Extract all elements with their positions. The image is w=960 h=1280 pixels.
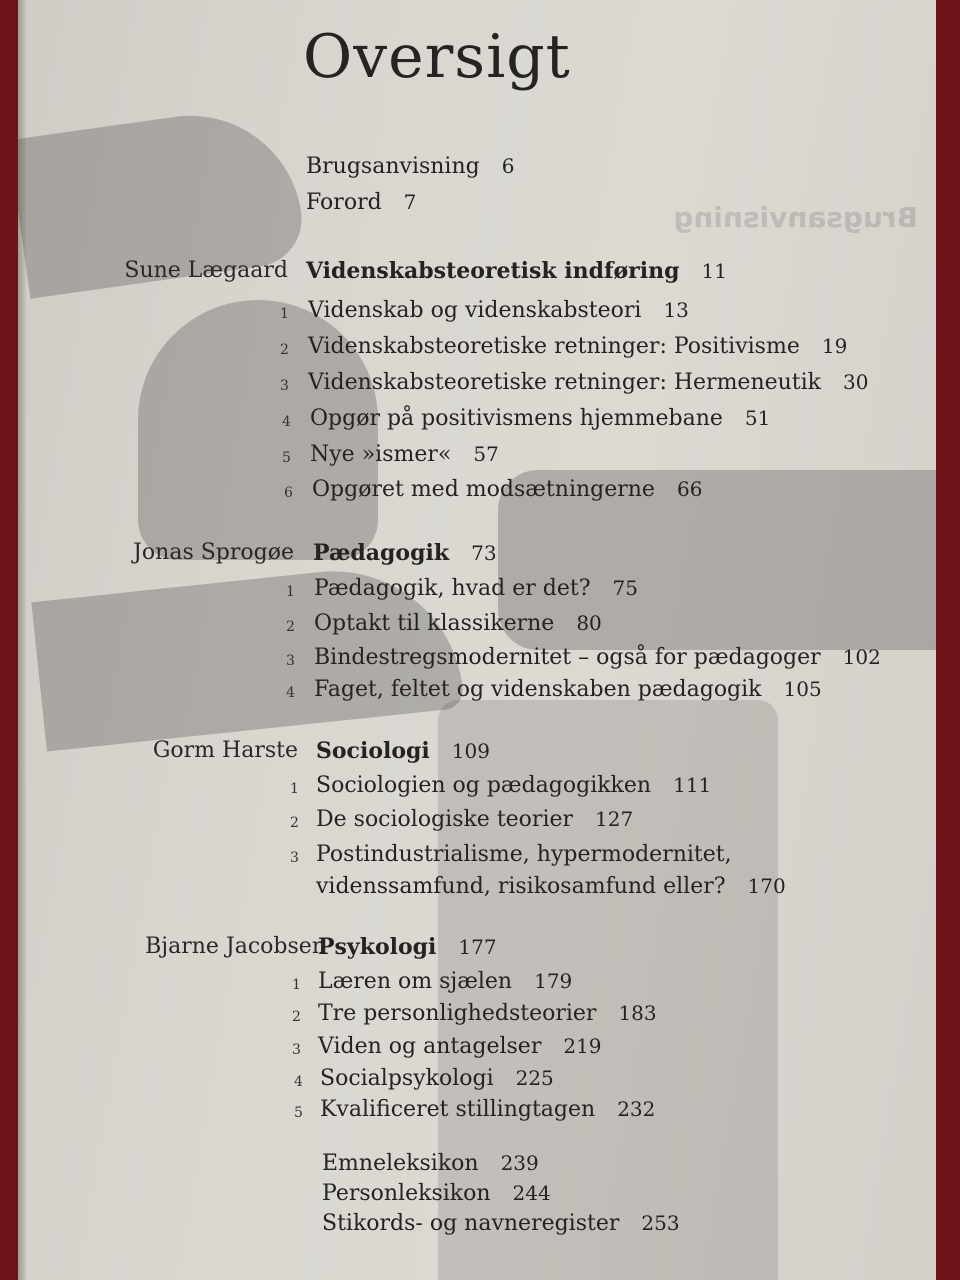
chapter-number: 2 <box>292 1009 301 1025</box>
chapter-page: 57 <box>473 442 499 466</box>
chapter-page: 225 <box>515 1066 554 1090</box>
chapter-entry <box>320 1097 655 1122</box>
toc-front-entry <box>306 154 514 179</box>
chapter-page: 19 <box>821 334 848 358</box>
chapter-entry <box>314 677 822 702</box>
chapter-number: 5 <box>294 1105 303 1121</box>
chapter-page: 102 <box>842 645 881 669</box>
chapter-label: Læren om sjælen <box>318 969 513 994</box>
heading-page: 177 <box>458 935 497 959</box>
chapter-number: 4 <box>286 685 295 701</box>
chapter-page: 66 <box>676 477 703 501</box>
chapter-entry <box>316 807 633 832</box>
chapter-entry <box>308 334 847 359</box>
chapter-number: 3 <box>290 850 299 866</box>
entry-page: 253 <box>641 1211 680 1235</box>
entry-label: Forord <box>306 190 382 215</box>
toc-back-entry <box>322 1151 539 1176</box>
toc-front-entry <box>306 190 416 215</box>
section-author: Jonas Sprogøe <box>133 540 294 565</box>
chapter-page: 127 <box>595 807 634 831</box>
chapter-entry <box>310 406 770 431</box>
section-author: Sune Lægaard <box>124 258 288 283</box>
chapter-label: Opgør på positivismens hjemmebane <box>310 406 723 431</box>
chapter-label: Videnskabsteoretiske retninger: Hermeneutik <box>308 370 822 395</box>
heading-page: 73 <box>471 541 497 565</box>
chapter-label: Postindustrialisme, hypermodernitet, <box>316 842 732 867</box>
chapter-number: 4 <box>282 414 291 430</box>
chapter-label: Faget, feltet og videnskaben pædagogik <box>314 677 762 702</box>
chapter-label: Pædagogik, hvad er det? <box>314 576 591 601</box>
book-page <box>18 0 936 1280</box>
chapter-number: 6 <box>284 485 293 501</box>
heading-label: Pædagogik <box>313 540 450 566</box>
chapter-page: 179 <box>534 969 573 993</box>
heading-label: Psykologi <box>318 934 437 960</box>
chapter-number: 2 <box>280 342 289 358</box>
chapter-label: Optakt til klassikerne <box>314 611 555 636</box>
heading-label: Sociologi <box>316 738 430 764</box>
heading-page: 11 <box>701 259 727 283</box>
chapter-page: 75 <box>612 576 638 600</box>
chapter-page: 111 <box>673 773 712 797</box>
chapter-entry <box>308 370 868 395</box>
entry-label: Brugsanvisning <box>306 154 480 179</box>
heading-page: 109 <box>451 739 490 763</box>
chapter-label: Bindestregsmodernitet – også for pædagoger <box>314 645 821 670</box>
chapter-number: 3 <box>292 1042 301 1058</box>
chapter-page: 219 <box>563 1034 602 1058</box>
section-heading <box>316 738 490 764</box>
chapter-page: 232 <box>617 1097 656 1121</box>
chapter-page: 183 <box>618 1001 657 1025</box>
chapter-entry <box>318 969 572 994</box>
chapter-page: 80 <box>576 611 602 635</box>
chapter-page: 105 <box>783 677 822 701</box>
chapter-entry <box>314 611 602 636</box>
chapter-label: Nye »ismer« <box>310 442 452 467</box>
toc-back-entry <box>322 1181 551 1206</box>
chapter-label: videnssamfund, risikosamfund eller? <box>316 874 726 899</box>
chapter-label: Socialpsykologi <box>320 1066 494 1091</box>
chapter-number: 4 <box>294 1074 303 1090</box>
page-edge <box>18 0 26 1280</box>
chapter-page: 30 <box>843 370 869 394</box>
chapter-entry <box>314 576 638 601</box>
chapter-label: Videnskabsteoretiske retninger: Positivisme <box>308 334 800 359</box>
section-heading <box>306 258 727 284</box>
chapter-label: Viden og antagelser <box>318 1034 542 1059</box>
toc-back-entry <box>322 1211 680 1236</box>
chapter-number: 1 <box>280 306 289 322</box>
entry-label: Stikords- og navneregister <box>322 1211 620 1236</box>
section-heading <box>313 540 497 566</box>
section-author: Bjarne Jacobsen <box>145 934 326 959</box>
chapter-entry <box>316 842 732 867</box>
chapter-entry <box>312 477 702 502</box>
chapter-page: 13 <box>663 298 689 322</box>
chapter-number: 2 <box>286 619 295 635</box>
entry-page: 7 <box>403 190 417 214</box>
chapter-label: Kvalificeret stillingtagen <box>320 1097 596 1122</box>
chapter-number: 5 <box>282 450 291 466</box>
chapter-entry <box>318 1001 657 1026</box>
chapter-entry-continued <box>316 874 786 899</box>
chapter-entry <box>318 1034 602 1059</box>
entry-label: Emneleksikon <box>322 1151 479 1176</box>
entry-page: 6 <box>501 154 515 178</box>
chapter-entry <box>308 298 689 323</box>
chapter-number: 3 <box>280 378 289 394</box>
page-title: Oversigt <box>303 22 571 92</box>
chapter-label: Sociologien og pædagogikken <box>316 773 652 798</box>
chapter-number: 1 <box>292 977 301 993</box>
entry-page: 244 <box>512 1181 551 1205</box>
heading-label: Videnskabsteoretisk indføring <box>306 258 680 284</box>
section-author: Gorm Harste <box>152 738 298 763</box>
chapter-number: 1 <box>290 781 299 797</box>
chapter-label: De sociologiske teorier <box>316 807 574 832</box>
chapter-page: 170 <box>747 874 786 898</box>
entry-label: Personleksikon <box>322 1181 491 1206</box>
chapter-number: 2 <box>290 815 299 831</box>
chapter-label: Opgøret med modsætningerne <box>312 477 655 502</box>
chapter-entry <box>310 442 499 467</box>
entry-page: 239 <box>500 1151 539 1175</box>
chapter-number: 1 <box>286 584 295 600</box>
ghost-heading: Brugsanvisning <box>673 201 918 234</box>
chapter-number: 3 <box>286 653 295 669</box>
chapter-entry <box>320 1066 554 1091</box>
section-heading <box>318 934 497 960</box>
chapter-label: Videnskab og videnskabsteori <box>308 298 642 323</box>
chapter-label: Tre personlighedsteorier <box>318 1001 597 1026</box>
chapter-entry <box>316 773 711 798</box>
chapter-page: 51 <box>744 406 771 430</box>
chapter-entry <box>314 645 881 670</box>
